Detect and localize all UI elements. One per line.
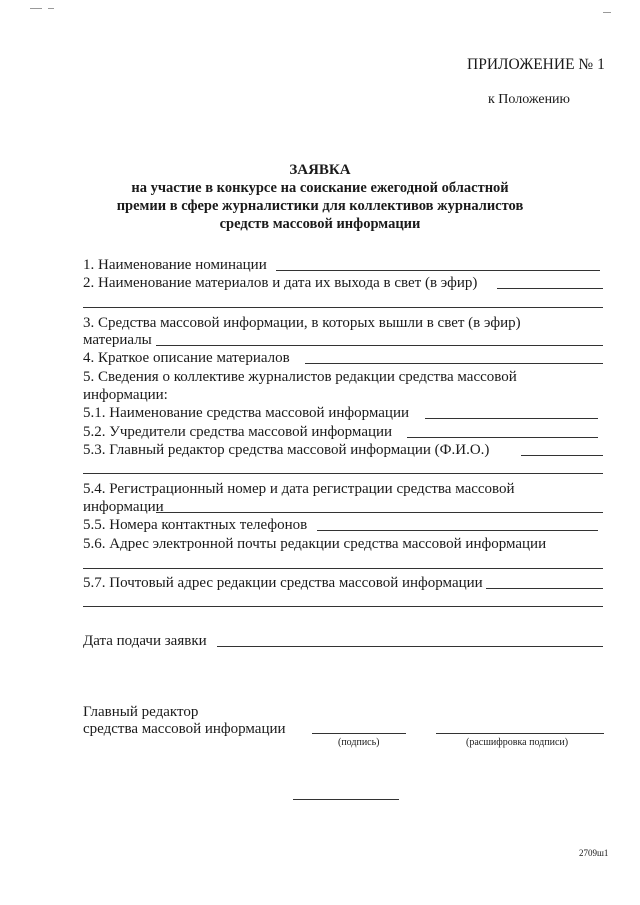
signature-title-1: Главный редактор [83, 704, 199, 720]
bottom-rule [293, 799, 399, 800]
field-label-team: 5. Сведения о коллективе журналистов редакции средства массовой [83, 369, 517, 385]
field-label-registration-cont: информации [83, 499, 164, 515]
field-line-nomination[interactable] [276, 270, 600, 271]
document-code: 2709ш1 [579, 848, 609, 858]
signature-line[interactable] [312, 733, 406, 734]
field-line-media-name[interactable] [425, 418, 598, 419]
field-line-media[interactable] [156, 345, 603, 346]
field-line-phones[interactable] [317, 530, 598, 531]
field-line-editor[interactable] [521, 455, 603, 456]
signature-caption: (подпись) [338, 737, 380, 748]
field-label-nomination: 1. Наименование номинации [83, 257, 267, 273]
title-line-3: средств массовой информации [219, 216, 421, 232]
field-label-registration: 5.4. Регистрационный номер и дата регистрации средства массовой [83, 481, 515, 497]
field-line-editor-cont[interactable] [83, 473, 603, 474]
title-line-2: премии в сфере журналистики для коллективов журналистов [116, 198, 524, 214]
field-label-materials: 2. Наименование материалов и дата их выхода в свет (в эфир) [83, 275, 478, 291]
field-label-postal: 5.7. Почтовый адрес редакции средства массовой информации [83, 575, 483, 591]
field-line-postal[interactable] [486, 588, 603, 589]
field-label-media-cont: материалы [83, 332, 152, 348]
field-label-team-cont: информации: [83, 387, 168, 403]
field-line-description[interactable] [305, 363, 603, 364]
field-line-materials-cont[interactable] [83, 307, 603, 308]
scan-mark [48, 8, 54, 9]
signature-decode-line[interactable] [436, 733, 604, 734]
field-line-founders[interactable] [407, 437, 598, 438]
regulation-reference: к Положению [488, 92, 571, 107]
field-label-phones: 5.5. Номера контактных телефонов [83, 517, 308, 533]
field-label-date: Дата подачи заявки [83, 633, 207, 649]
signature-decode-caption: (расшифровка подписи) [466, 737, 569, 748]
field-line-materials[interactable] [497, 288, 603, 289]
field-line-date[interactable] [217, 646, 603, 647]
field-line-registration[interactable] [156, 512, 603, 513]
appendix-label: ПРИЛОЖЕНИЕ № 1 [467, 56, 605, 73]
signature-title-2: средства массовой информации [83, 721, 286, 737]
field-label-editor: 5.3. Главный редактор средства массовой информации (Ф.И.О.) [83, 442, 490, 458]
field-line-email[interactable] [83, 568, 603, 569]
field-label-description: 4. Краткое описание материалов [83, 350, 290, 366]
field-label-email: 5.6. Адрес электронной почты редакции средства массовой информации [83, 536, 547, 552]
title-line-1: на участие в конкурсе на соискание ежегодной областной [131, 180, 509, 196]
field-label-media-name: 5.1. Наименование средства массовой информации [83, 405, 410, 421]
scan-mark [30, 8, 42, 9]
scan-mark [603, 12, 611, 13]
document-title: ЗАЯВКА [289, 162, 351, 178]
field-label-media: 3. Средства массовой информации, в которых вышли в свет (в эфир) [83, 315, 521, 331]
field-line-postal-cont[interactable] [83, 606, 603, 607]
field-label-founders: 5.2. Учредители средства массовой информации [83, 424, 393, 440]
